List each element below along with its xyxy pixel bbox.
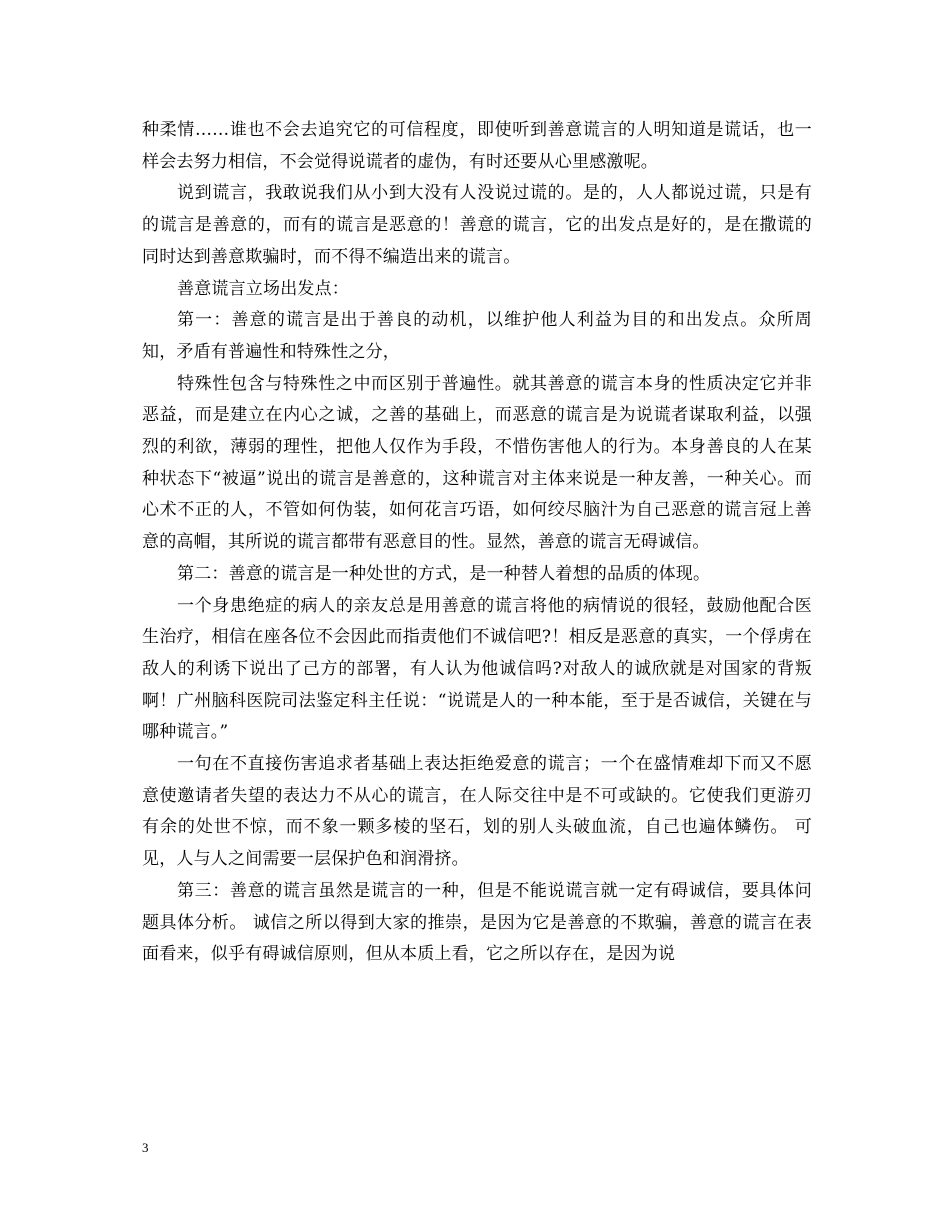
paragraph-3: 善意谎言立场出发点： xyxy=(177,278,349,299)
paragraph-7: 一个身患绝症的病人的亲友总是用善意的谎言将他的病情说的很轻，鼓励他配合医生治疗，相信在座各位不会因此而指责他们不诚信吧?！相反是恶意的真实，一个俘虏在敌人的利诱下说出了己方的部署，有人认为他诚信吗?对敌人的诚欣就是对国家的背叛啊！广州脑科医院司法鉴定科主任说：“说谎是人的一种本能，至于是否诚信，关键在与哪种谎言。” xyxy=(142,595,812,743)
paragraph-5: 特殊性包含与特殊性之中而区别于普遍性。就其善意的谎言本身的性质决定它并非恶益，而是建立在内心之诚，之善的基础上，而恶意的谎言是为说谎者谋取利益，以强烈的利欲，薄弱的理性，把他人仅作为手段，不惜伤害他人的行为。本身善良的人在某种状态下“被逼”说出的谎言是善意的，这种谎言对主体来说是一种友善，一种关心。而心术不正的人，不管如何伪装，如何花言巧语，如何绞尽脑汁为自己恶意的谎言冠上善意的高帽，其所说的谎言都带有恶意目的性。显然，善意的谎言无碍诚信。 xyxy=(142,373,812,553)
paragraph-8: 一句在不直接伤害追求者基础上表达拒绝爱意的谎言；一个在盛情难却下而又不愿意使邀请者失望的表达力不从心的谎言，在人际交往中是不可或缺的。它使我们更游刃有余的处世不惊，而不象一颗多棱的坚石，划的别人头破血流，自己也遍体鳞伤。 可见，人与人之间需要一层保护色和润滑挤。 xyxy=(142,754,812,870)
paragraph-1: 种柔情……谁也不会去追究它的可信程度，即使听到善意谎言的人明知道是谎话，也一样会去努力相信，不会觉得说谎者的虚伪，有时还要从心里感激呢。 xyxy=(142,120,812,172)
paragraph-4: 第一：善意的谎言是出于善良的动机，以维护他人利益为目的和出发点。众所周知，矛盾有普遍性和特殊性之分， xyxy=(142,310,812,362)
paragraph-2: 说到谎言，我敢说我们从小到大没有人没说过谎的。是的，人人都说过谎，只是有的谎言是善意的，而有的谎言是恶意的！善意的谎言，它的出发点是好的，是在撒谎的同时达到善意欺骗时，而不得不编造出来的谎言。 xyxy=(142,183,812,267)
page-number: 3 xyxy=(142,1140,149,1155)
document-body xyxy=(142,115,812,971)
paragraph-6: 第二：善意的谎言是一种处世的方式，是一种替人着想的品质的体现。 xyxy=(177,563,711,584)
paragraph-9: 第三：善意的谎言虽然是谎言的一种，但是不能说谎言就一定有碍诚信，要具体问题具体分析。 诚信之所以得到大家的推崇，是因为它是善意的不欺骗，善意的谎言在表面看来，似乎有碍诚信原则，但从本质上看，它之所以存在，是因为说 xyxy=(142,880,812,965)
